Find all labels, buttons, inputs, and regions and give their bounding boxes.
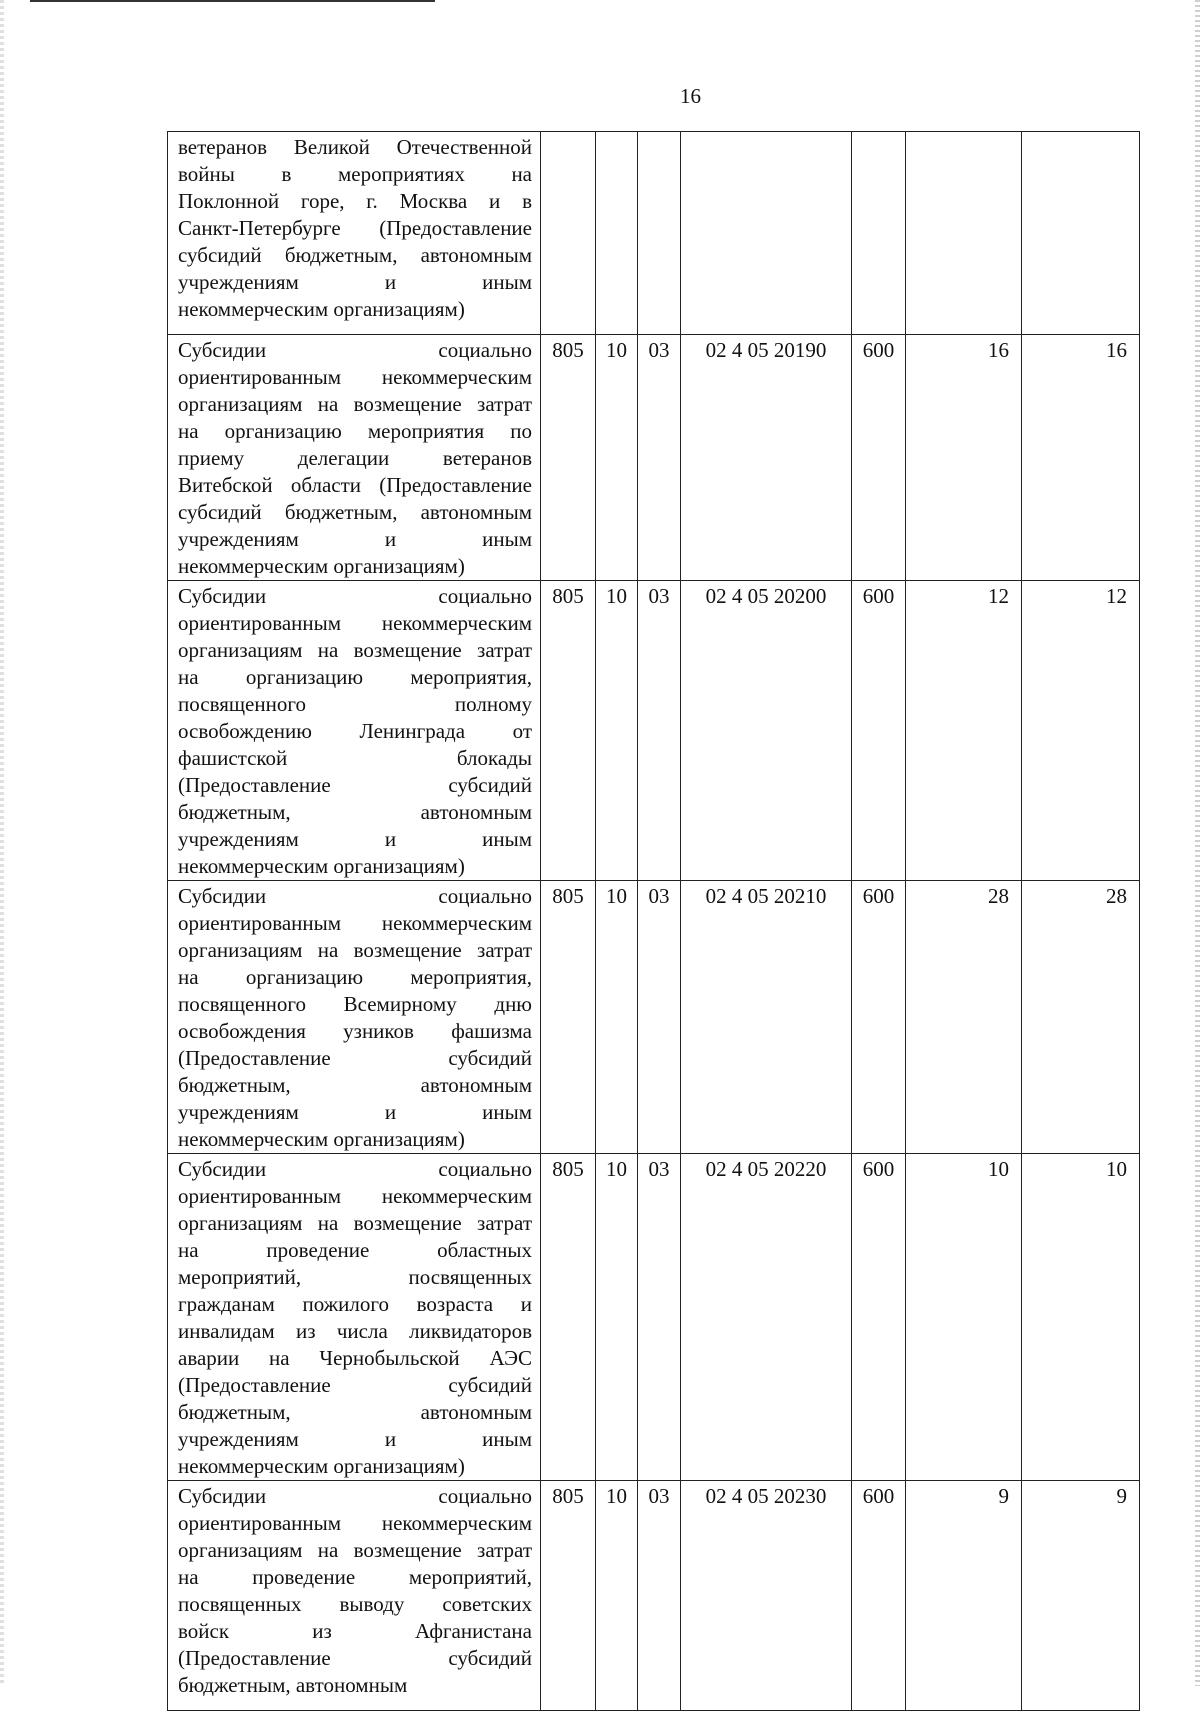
- amount-total: 16: [1022, 335, 1140, 581]
- amount-total: 12: [1022, 581, 1140, 881]
- description-line: организациям на возмещение затрат: [178, 638, 532, 662]
- table-row: [168, 335, 1140, 581]
- subsection-code: 03: [638, 881, 681, 1154]
- subsection-code: 03: [638, 1154, 681, 1481]
- ministry-code: 805: [541, 881, 596, 1154]
- description-line: посвященных выводу советских: [178, 1592, 532, 1616]
- subsection-code: 03: [638, 581, 681, 881]
- description-line: учреждениям и иным: [178, 1100, 532, 1124]
- description-line: бюджетным, автономным: [178, 1073, 532, 1097]
- description-line: некоммерческим организациям): [178, 1454, 465, 1478]
- row-description: [168, 881, 541, 1154]
- section-code: 10: [596, 1481, 638, 1711]
- description-line: организациям на возмещение затрат: [178, 1211, 532, 1235]
- scan-edge-right: [1195, 0, 1200, 1686]
- target-article-code: 02 4 05 20210: [681, 881, 852, 1154]
- expense-type-code: 600: [852, 581, 906, 881]
- description-line: бюджетным, автономным: [178, 800, 532, 824]
- ministry-code: 805: [541, 1481, 596, 1711]
- description-line: на проведение мероприятий,: [178, 1565, 532, 1589]
- expense-type-code: 600: [852, 1481, 906, 1711]
- subsection-code: 03: [638, 335, 681, 581]
- description-line: Витебской области (Предоставление: [178, 473, 532, 497]
- row-description: [168, 1481, 541, 1711]
- description-line: ветеранов Великой Отечественной: [178, 135, 532, 159]
- description-line: мероприятий, посвященных: [178, 1265, 532, 1289]
- description-line: приему делегации ветеранов: [178, 446, 532, 470]
- row-description: [168, 132, 541, 335]
- amount-plan: 12: [906, 581, 1022, 881]
- description-line: некоммерческим организациям): [178, 854, 465, 878]
- amount-plan: 10: [906, 1154, 1022, 1481]
- section-code: 10: [596, 581, 638, 881]
- description-line: субсидий бюджетным, автономным: [178, 243, 532, 267]
- description-line: инвалидам из числа ликвидаторов: [178, 1319, 532, 1343]
- table-row: [168, 1154, 1140, 1481]
- subsection-code: 03: [638, 1481, 681, 1711]
- target-article-code: 02 4 05 20220: [681, 1154, 852, 1481]
- description-line: ориентированным некоммерческим: [178, 611, 532, 635]
- ministry-code: 805: [541, 581, 596, 881]
- description-line: некоммерческим организациям): [178, 1127, 465, 1151]
- amount-total: 9: [1022, 1481, 1140, 1711]
- amount-total: [1022, 132, 1140, 335]
- description-line: бюджетным, автономным: [178, 1673, 408, 1697]
- description-line: учреждениям и иным: [178, 527, 532, 551]
- expense-type-code: [852, 132, 906, 335]
- description-line: на проведение областных: [178, 1238, 532, 1262]
- section-code: 10: [596, 1154, 638, 1481]
- description-line: посвященного Всемирному дню: [178, 992, 532, 1016]
- description-line: на организацию мероприятия по: [178, 419, 532, 443]
- description-line: организациям на возмещение затрат: [178, 1538, 532, 1562]
- description-line: ориентированным некоммерческим: [178, 365, 532, 389]
- section-code: 10: [596, 335, 638, 581]
- description-line: ориентированным некоммерческим: [178, 1511, 532, 1535]
- table-row: [168, 1481, 1140, 1711]
- target-article-code: 02 4 05 20190: [681, 335, 852, 581]
- description-line: некоммерческим организациям): [178, 554, 465, 578]
- amount-total: 28: [1022, 881, 1140, 1154]
- description-line: на организацию мероприятия,: [178, 965, 532, 989]
- amount-plan: [906, 132, 1022, 335]
- ministry-code: [541, 132, 596, 335]
- section-code: 10: [596, 881, 638, 1154]
- section-code: [596, 132, 638, 335]
- description-line: Субсидии социально: [178, 1484, 532, 1508]
- amount-plan: 16: [906, 335, 1022, 581]
- description-line: учреждениям и иным: [178, 270, 532, 294]
- budget-table: [167, 131, 1140, 1711]
- row-description: [168, 335, 541, 581]
- description-line: ориентированным некоммерческим: [178, 911, 532, 935]
- row-description: [168, 581, 541, 881]
- expense-type-code: 600: [852, 881, 906, 1154]
- description-line: гражданам пожилого возраста и: [178, 1292, 532, 1316]
- row-description: [168, 1154, 541, 1481]
- description-line: освобождению Ленинграда от: [178, 719, 532, 743]
- table-row: [168, 132, 1140, 335]
- amount-plan: 28: [906, 881, 1022, 1154]
- description-line: (Предоставление субсидий: [178, 1646, 532, 1670]
- description-line: учреждениям и иным: [178, 1427, 532, 1451]
- description-line: посвященного полному: [178, 692, 532, 716]
- ministry-code: 805: [541, 335, 596, 581]
- description-line: Поклонной горе, г. Москва и в: [178, 189, 532, 213]
- scan-edge-left: [0, 0, 4, 1686]
- subsection-code: [638, 132, 681, 335]
- description-line: (Предоставление субсидий: [178, 773, 532, 797]
- target-article-code: 02 4 05 20230: [681, 1481, 852, 1711]
- description-line: (Предоставление субсидий: [178, 1373, 532, 1397]
- table-row: [168, 881, 1140, 1154]
- description-line: войск из Афганистана: [178, 1619, 532, 1643]
- description-line: Субсидии социально: [178, 584, 532, 608]
- description-line: освобождения узников фашизма: [178, 1019, 532, 1043]
- description-line: Субсидии социально: [178, 338, 532, 362]
- description-line: ориентированным некоммерческим: [178, 1184, 532, 1208]
- description-line: бюджетным, автономным: [178, 1400, 532, 1424]
- expense-type-code: 600: [852, 335, 906, 581]
- top-scan-mark: [30, 0, 435, 2]
- description-line: аварии на Чернобыльской АЭС: [178, 1346, 532, 1370]
- description-line: организациям на возмещение затрат: [178, 392, 532, 416]
- description-line: на организацию мероприятия,: [178, 665, 532, 689]
- description-line: Субсидии социально: [178, 884, 532, 908]
- description-line: Санкт-Петербурге (Предоставление: [178, 216, 532, 240]
- page-number: 16: [680, 84, 701, 108]
- target-article-code: [681, 132, 852, 335]
- description-line: войны в мероприятиях на: [178, 162, 532, 186]
- description-line: фашистской блокады: [178, 746, 532, 770]
- target-article-code: 02 4 05 20200: [681, 581, 852, 881]
- amount-plan: 9: [906, 1481, 1022, 1711]
- table-row: [168, 581, 1140, 881]
- description-line: (Предоставление субсидий: [178, 1046, 532, 1070]
- description-line: учреждениям и иным: [178, 827, 532, 851]
- description-line: организациям на возмещение затрат: [178, 938, 532, 962]
- expense-type-code: 600: [852, 1154, 906, 1481]
- description-line: Субсидии социально: [178, 1157, 532, 1181]
- amount-total: 10: [1022, 1154, 1140, 1481]
- ministry-code: 805: [541, 1154, 596, 1481]
- description-line: некоммерческим организациям): [178, 297, 465, 321]
- description-line: субсидий бюджетным, автономным: [178, 500, 532, 524]
